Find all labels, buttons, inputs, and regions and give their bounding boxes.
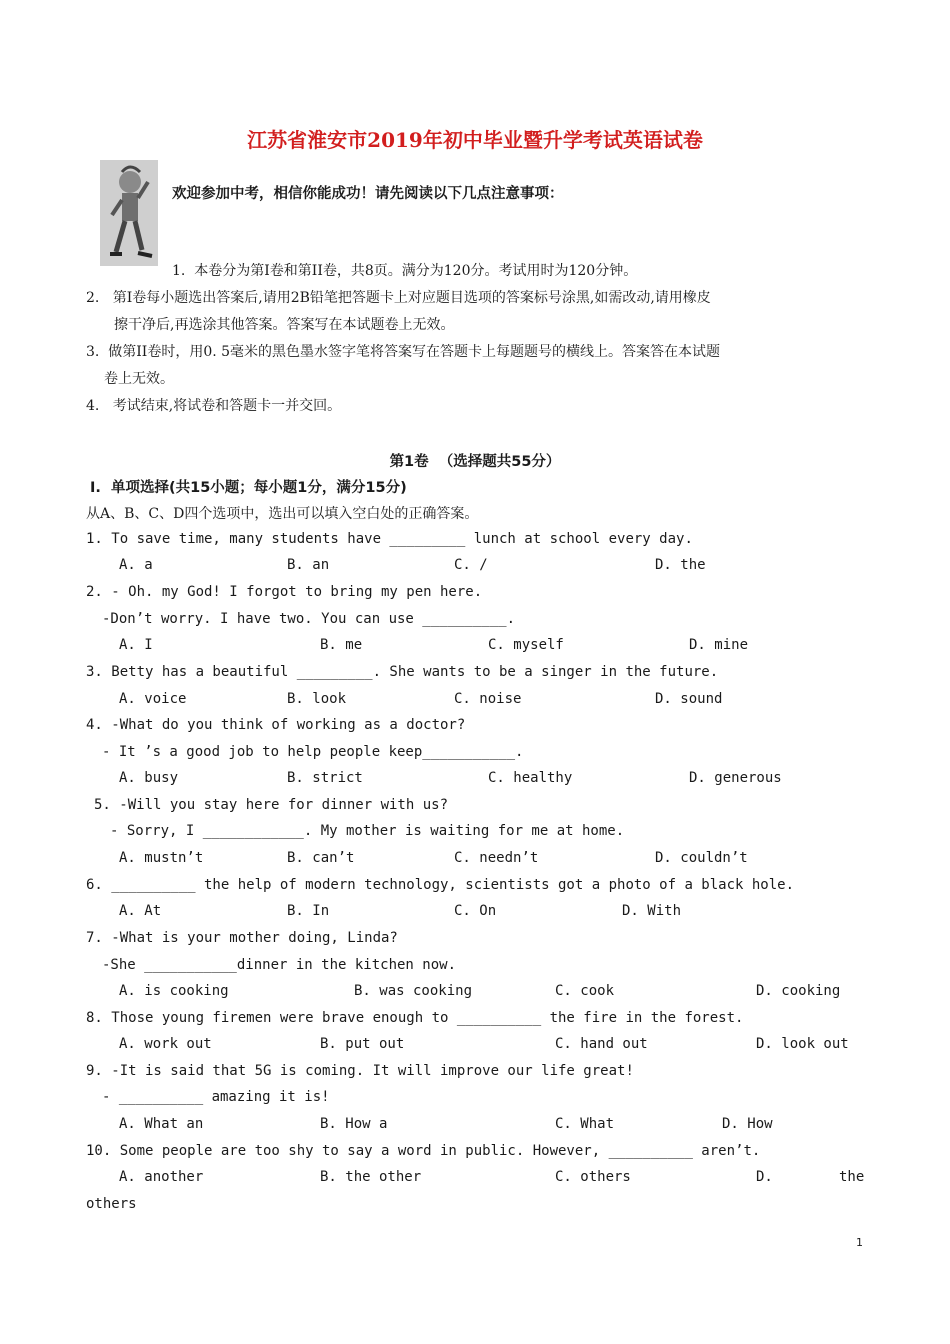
q3-option-c: C. noise xyxy=(454,691,522,707)
q5-option-b: B. can’t xyxy=(287,850,355,866)
q2-option-b: B. me xyxy=(320,637,363,653)
question-10-stem: 10. Some people are too shy to say a word in public. However, __________ aren’t. xyxy=(86,1143,761,1159)
q6-option-d: D. With xyxy=(622,903,682,919)
question-7-stem: 7. -What is your mother doing, Linda? xyxy=(86,930,398,946)
section-instruction: 从A、B、C、D四个选项中，选出可以填入空白处的正确答案。 xyxy=(86,506,479,522)
q5-option-d: D. couldn’t xyxy=(655,850,748,866)
q1-option-b: B. an xyxy=(287,557,330,573)
note-line: 3. 做第II卷时，用0. 5毫米的黑色墨水签字笔将答案写在答题卡上每题题号的横线上。答案答在本试题 xyxy=(86,344,721,360)
q1-option-d: D. the xyxy=(655,557,706,573)
q10-option-a: A. another xyxy=(119,1169,204,1185)
note-line: 擦干净后,再选涂其他答案。答案写在本试题卷上无效。 xyxy=(114,317,455,333)
q6-option-c: C. On xyxy=(454,903,497,919)
page-title: 江苏省淮安市2019年初中毕业暨升学考试英语试卷 xyxy=(247,128,703,152)
q10-option-d-text: the xyxy=(839,1169,865,1185)
welcome-message: 欢迎参加中考，相信你能成功！请先阅读以下几点注意事项： xyxy=(172,186,564,202)
question-6-stem: 6. __________ the help of modern technology, scientists got a photo of a black hole. xyxy=(86,877,795,893)
q2-option-a: A. I xyxy=(119,637,153,653)
q2-option-d: D. mine xyxy=(689,637,749,653)
note-line: 4. 考试结束,将试卷和答题卡一并交回。 xyxy=(86,398,342,414)
note-line: 卷上无效。 xyxy=(104,371,174,387)
part-title: 第1卷 （选择题共55分） xyxy=(389,454,561,470)
q1-option-a: A. a xyxy=(119,557,153,573)
q6-option-b: B. In xyxy=(287,903,330,919)
q4-option-b: B. strict xyxy=(287,770,363,786)
question-9-stem: - __________ amazing it is! xyxy=(102,1089,330,1105)
q7-option-c: C. cook xyxy=(555,983,615,999)
question-4-stem: - It ’s a good job to help people keep___________. xyxy=(102,744,524,760)
q8-option-b: B. put out xyxy=(320,1036,405,1052)
question-5-stem: - Sorry, I ____________. My mother is waiting for me at home. xyxy=(110,823,625,839)
q2-option-c: C. myself xyxy=(488,637,564,653)
q9-option-c: C. What xyxy=(555,1116,615,1132)
q9-option-b: B. How a xyxy=(320,1116,388,1132)
q4-option-a: A. busy xyxy=(119,770,179,786)
q3-option-a: A. voice xyxy=(119,691,187,707)
section-heading: Ⅰ. 单项选择(共15小题；每小题1分，满分15分) xyxy=(90,480,407,496)
q9-option-a: A. What an xyxy=(119,1116,204,1132)
page-number: 1 xyxy=(856,1236,863,1249)
q1-option-c: C. / xyxy=(454,557,488,573)
q6-option-a: A. At xyxy=(119,903,162,919)
q8-option-c: C. hand out xyxy=(555,1036,648,1052)
q3-option-d: D. sound xyxy=(655,691,723,707)
q5-option-a: A. mustn’t xyxy=(119,850,204,866)
question-7-stem: -She ___________dinner in the kitchen now. xyxy=(102,957,457,973)
q7-option-b: B. was cooking xyxy=(354,983,473,999)
note-line: 2. 第Ⅰ卷每小题选出答案后,请用2B铅笔把答题卡上对应题目选项的答案标号涂黑,如需改动,请用橡皮 xyxy=(86,290,711,306)
question-3-stem: 3. Betty has a beautiful _________. She wants to be a singer in the future. xyxy=(86,664,719,680)
q7-option-d: D. cooking xyxy=(756,983,841,999)
q10-option-b: B. the other xyxy=(320,1169,422,1185)
question-2-stem: -Don’t worry. I have two. You can use __________. xyxy=(102,611,516,627)
q7-option-a: A. is cooking xyxy=(119,983,229,999)
q8-option-d: D. look out xyxy=(756,1036,849,1052)
note-line: 1. 本卷分为第Ⅰ卷和第II卷，共8页。满分为120分。考试用时为120分钟。 xyxy=(172,263,638,279)
q10-option-d: D. xyxy=(756,1169,773,1185)
q10-option-c: C. others xyxy=(555,1169,631,1185)
q3-option-b: B. look xyxy=(287,691,347,707)
question-2-stem: 2. - Oh. my God! I forgot to bring my pen here. xyxy=(86,584,483,600)
question-9-stem: 9. -It is said that 5G is coming. It will improve our life great! xyxy=(86,1063,634,1079)
question-8-stem: 8. Those young firemen were brave enough to __________ the fire in the forest. xyxy=(86,1010,744,1026)
student-mascot-image xyxy=(100,160,158,266)
q10-option-d-text: others xyxy=(86,1196,137,1212)
question-5-stem: 5. -Will you stay here for dinner with us? xyxy=(94,797,449,813)
question-1-stem: 1. To save time, many students have _________ lunch at school every day. xyxy=(86,531,693,547)
q9-option-d: D. How xyxy=(722,1116,773,1132)
q5-option-c: C. needn’t xyxy=(454,850,539,866)
q4-option-d: D. generous xyxy=(689,770,782,786)
question-4-stem: 4. -What do you think of working as a doctor? xyxy=(86,717,466,733)
q4-option-c: C. healthy xyxy=(488,770,573,786)
q8-option-a: A. work out xyxy=(119,1036,212,1052)
